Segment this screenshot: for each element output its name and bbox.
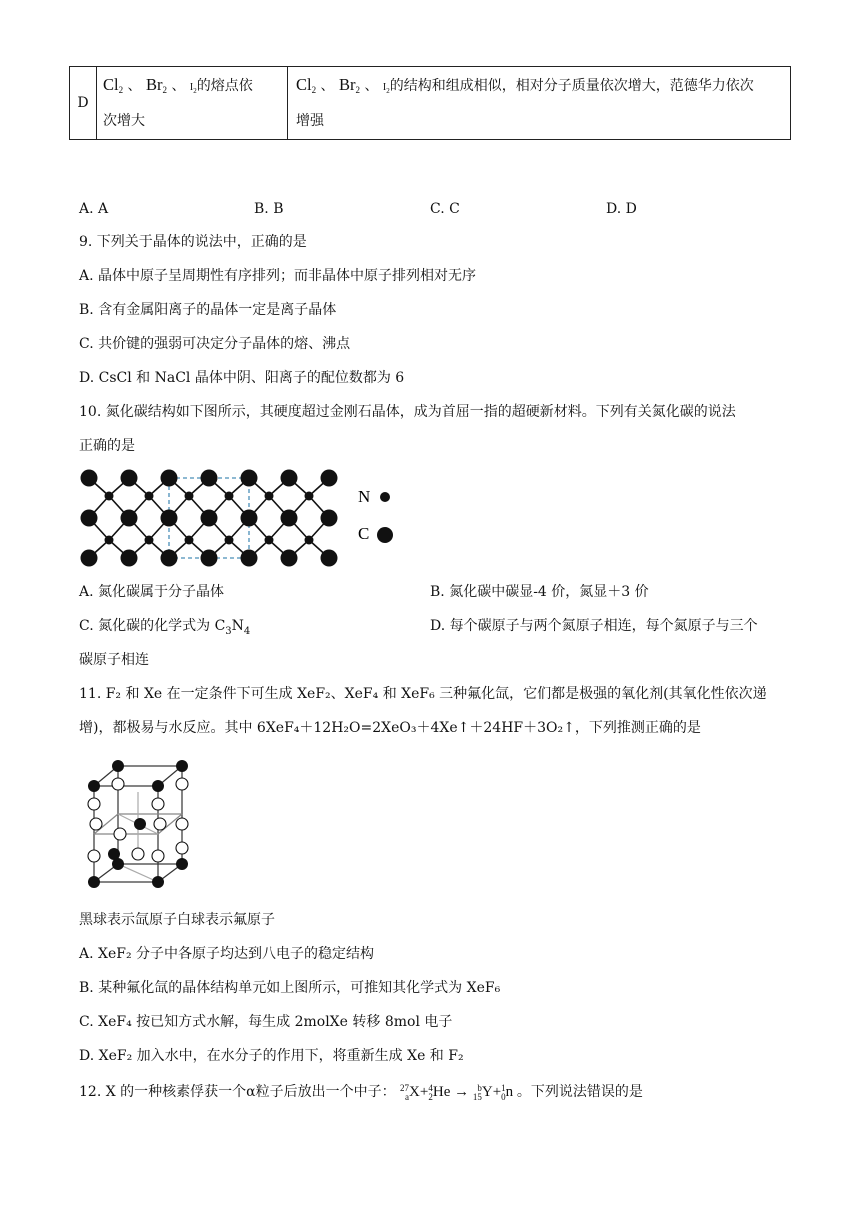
- q9-option-b[interactable]: B. 含有金属阳离子的晶体一定是离子晶体: [79, 302, 337, 318]
- nitrogen-atom: [265, 536, 274, 545]
- atoms: [81, 470, 338, 567]
- f-atom: [154, 818, 166, 830]
- f-atom: [176, 842, 188, 854]
- carbon-atom: [81, 550, 98, 567]
- q10-option-a[interactable]: A. 氮化碳属于分子晶体: [79, 584, 225, 600]
- q8-option-b[interactable]: B. B: [254, 201, 284, 217]
- xe-atom: [152, 876, 164, 888]
- nitrogen-atom: [145, 492, 154, 501]
- carbon-atom: [121, 470, 138, 487]
- f-atom: [114, 828, 126, 840]
- answer-table-row-d: [69, 66, 791, 140]
- q10-stem-line2: 正确的是: [79, 438, 135, 454]
- legend-c-label: C: [358, 524, 370, 543]
- nitrogen-atom: [225, 536, 234, 545]
- carbon-atom: [161, 470, 178, 487]
- legend-n-ball: [380, 492, 390, 502]
- carbon-nitride-structure-diagram: [76, 468, 396, 568]
- row-phenomenon: $Cl_2$ 、 $Br_2$ 、 $I_2$的熔点依 次增大: [97, 67, 288, 140]
- q10-option-c[interactable]: C. 氮化碳的化学式为 $C_3N_4$: [79, 618, 251, 637]
- legend-n-label: N: [358, 487, 371, 506]
- q12-stem: 12. X 的一种核素俘获一个α粒子后放出一个中子： 27 aX+4 2He → b 15Y+1 0n 。下列说法错误的是: [79, 1082, 643, 1102]
- q11-option-d[interactable]: D. XeF₂ 加入水中，在水分子的作用下，将重新生成 Xe 和 F₂: [79, 1048, 464, 1064]
- q10-stem-line1: 10. 氮化碳结构如下图所示，其硬度超过金刚石晶体，成为首屈一指的超硬新材料。下列有关氮化碳的说法: [79, 404, 736, 420]
- q11-option-a[interactable]: A. XeF₂ 分子中各原子均达到八电子的稳定结构: [79, 946, 375, 962]
- nitrogen-atom: [145, 536, 154, 545]
- xenon-fluoride-unit-cell-diagram: [80, 752, 200, 890]
- carbon-atom: [241, 550, 258, 567]
- nitrogen-atom: [105, 536, 114, 545]
- xe-atom: [88, 780, 100, 792]
- carbon-atom: [241, 470, 258, 487]
- nitrogen-atom: [305, 492, 314, 501]
- q11-option-c[interactable]: C. XeF₄ 按已知方式水解，每生成 2molXe 转移 8mol 电子: [79, 1014, 453, 1030]
- f-atom: [176, 778, 188, 790]
- q11-stem-line1: 11. F₂ 和 Xe 在一定条件下可生成 XeF₂、XeF₄ 和 XeF₆ 三种氟化氙，它们都是极强的氧化剂(其氧化性依次递: [79, 686, 767, 702]
- carbon-atom: [281, 470, 298, 487]
- row-explanation: $Cl_2$ 、 $Br_2$ 、 $I_2$的结构和组成相似，相对分子质量依次增大，范德华力依次 增强: [288, 67, 791, 140]
- xe-atom: [108, 848, 120, 860]
- carbon-atom: [321, 510, 338, 527]
- q8-option-c[interactable]: C. C: [430, 201, 460, 217]
- row-letter: D: [70, 67, 97, 140]
- xe-atom: [134, 818, 146, 830]
- q9-option-a[interactable]: A. 晶体中原子呈周期性有序排列；而非晶体中原子排列相对无序: [79, 268, 477, 284]
- carbon-atom: [161, 550, 178, 567]
- q8-options: [79, 199, 779, 219]
- f-atom: [88, 850, 100, 862]
- q11-stem-line2: 增)，都极易与水反应。其中 6XeF₄＋12H₂O=2XeO₃＋4Xe↑＋24HF＋3O₂↑，下列推测正确的是: [79, 720, 701, 736]
- q9-option-c[interactable]: C. 共价键的强弱可决定分子晶体的熔、沸点: [79, 336, 351, 352]
- carbon-atom: [201, 510, 218, 527]
- q11-option-b[interactable]: B. 某种氟化氙的晶体结构单元如上图所示，可推知其化学式为 XeF₆: [79, 980, 501, 996]
- carbon-atom: [201, 550, 218, 567]
- carbon-atom: [321, 550, 338, 567]
- f-atom: [112, 778, 124, 790]
- f-atom: [88, 798, 100, 810]
- nitrogen-atom: [105, 492, 114, 501]
- q10-option-b[interactable]: B. 氮化碳中碳显-4 价，氮显＋3 价: [430, 584, 649, 600]
- carbon-atom: [121, 550, 138, 567]
- nitrogen-atom: [265, 492, 274, 501]
- carbon-atom: [81, 510, 98, 527]
- f-atom: [176, 818, 188, 830]
- carbon-atom: [321, 470, 338, 487]
- xe-atom: [176, 858, 188, 870]
- nitrogen-atom: [185, 492, 194, 501]
- carbon-atom: [201, 470, 218, 487]
- f-atom: [132, 848, 144, 860]
- xe-atom: [88, 876, 100, 888]
- nuclear-equation: 27 aX+4 2He → b 15Y+1 0n: [400, 1082, 514, 1102]
- carbon-atom: [281, 510, 298, 527]
- f-atom: [152, 798, 164, 810]
- xe-atom: [176, 760, 188, 772]
- carbon-atom: [241, 510, 258, 527]
- f-atom: [90, 818, 102, 830]
- nitrogen-atom: [225, 492, 234, 501]
- carbon-atom: [121, 510, 138, 527]
- q10-option-d-cont: 碳原子相连: [79, 652, 149, 668]
- q9-option-d[interactable]: D. CsCl 和 NaCl 晶体中阴、阳离子的配位数都为 6: [79, 370, 405, 386]
- nitrogen-atom: [305, 536, 314, 545]
- q9-stem: 9. 下列关于晶体的说法中，正确的是: [79, 234, 307, 250]
- xe-atom: [152, 780, 164, 792]
- nitrogen-atom: [185, 536, 194, 545]
- xe-atom: [112, 760, 124, 772]
- legend-c-ball: [377, 527, 393, 543]
- carbon-atom: [161, 510, 178, 527]
- carbon-atom: [281, 550, 298, 567]
- carbon-atom: [81, 470, 98, 487]
- q11-figure-caption: 黑球表示氙原子白球表示氟原子: [79, 912, 275, 928]
- q8-option-a[interactable]: A. A: [79, 201, 109, 217]
- f-atom: [152, 850, 164, 862]
- q10-option-d[interactable]: D. 每个碳原子与两个氮原子相连，每个氮原子与三个: [430, 618, 758, 634]
- q8-option-d[interactable]: D. D: [606, 201, 637, 217]
